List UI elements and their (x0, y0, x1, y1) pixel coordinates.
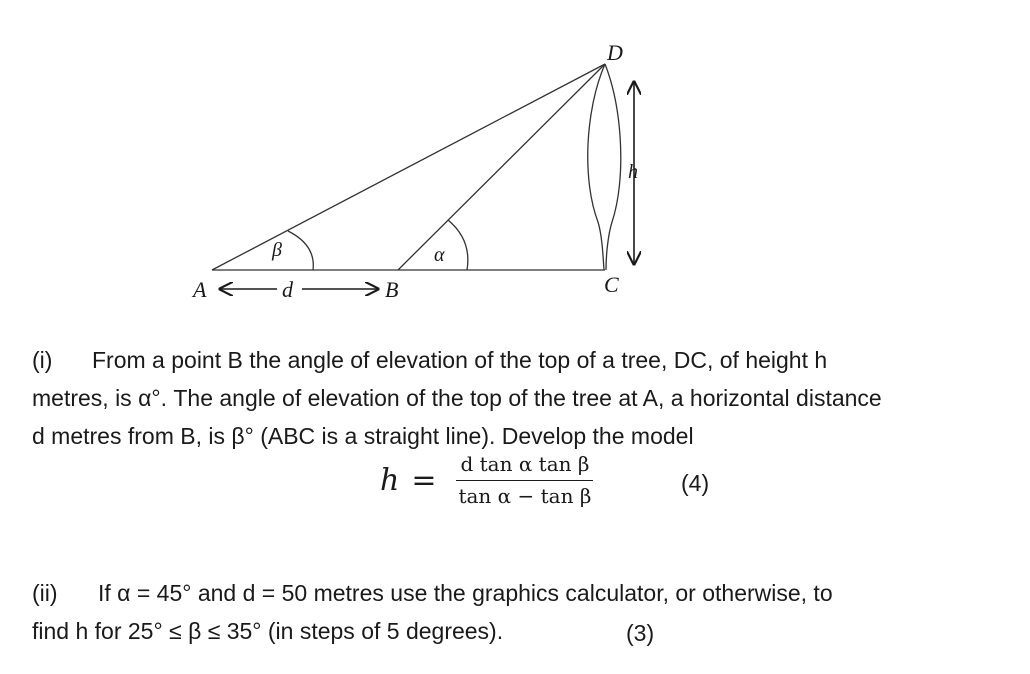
part1-line1: From a point B the angle of elevation of the top of a tree, DC, of height h (92, 347, 828, 373)
sight-line-bd (398, 64, 605, 270)
part2-line1: If α = 45° and d = 50 metres use the graphics calculator, or otherwise, to (98, 580, 833, 606)
label-height-h: h (628, 161, 638, 183)
part2-line2: find h for 25° ≤ β ≤ 35° (in steps of 5 degrees). (32, 618, 504, 644)
part1-line3: d metres from B, is β° (ABC is a straight line). Develop the model (32, 423, 694, 449)
formula-denominator: tan α − tan β (458, 484, 592, 508)
label-alpha: α (434, 244, 445, 266)
label-c: C (604, 272, 619, 297)
sight-line-ad (212, 64, 605, 270)
label-b: B (385, 277, 399, 302)
height-formula (380, 452, 595, 508)
part1-line1-row (32, 341, 1002, 379)
formula-fraction (454, 452, 595, 508)
formula-lhs: h (380, 462, 400, 498)
beta-angle-arc (288, 231, 313, 270)
label-distance-d: d (282, 277, 293, 302)
part1-line2: metres, is α°. The angle of elevation of the top of the tree at A, a horizontal distance (32, 385, 882, 411)
part1-marks: (4) (681, 470, 710, 496)
label-d: D (607, 40, 623, 65)
part2-number: (ii) (32, 580, 58, 606)
part1-number: (i) (32, 347, 53, 373)
part2-line1-row (32, 574, 1002, 612)
part2-marks: (3) (626, 620, 655, 646)
formula-equals: = (411, 462, 437, 498)
label-beta: β (272, 239, 282, 261)
label-a: A (193, 277, 207, 302)
tree-elevation-diagram (0, 0, 1030, 330)
alpha-angle-arc (448, 220, 468, 270)
tree-shape (588, 64, 621, 270)
formula-numerator: d tan α tan β (456, 452, 593, 481)
